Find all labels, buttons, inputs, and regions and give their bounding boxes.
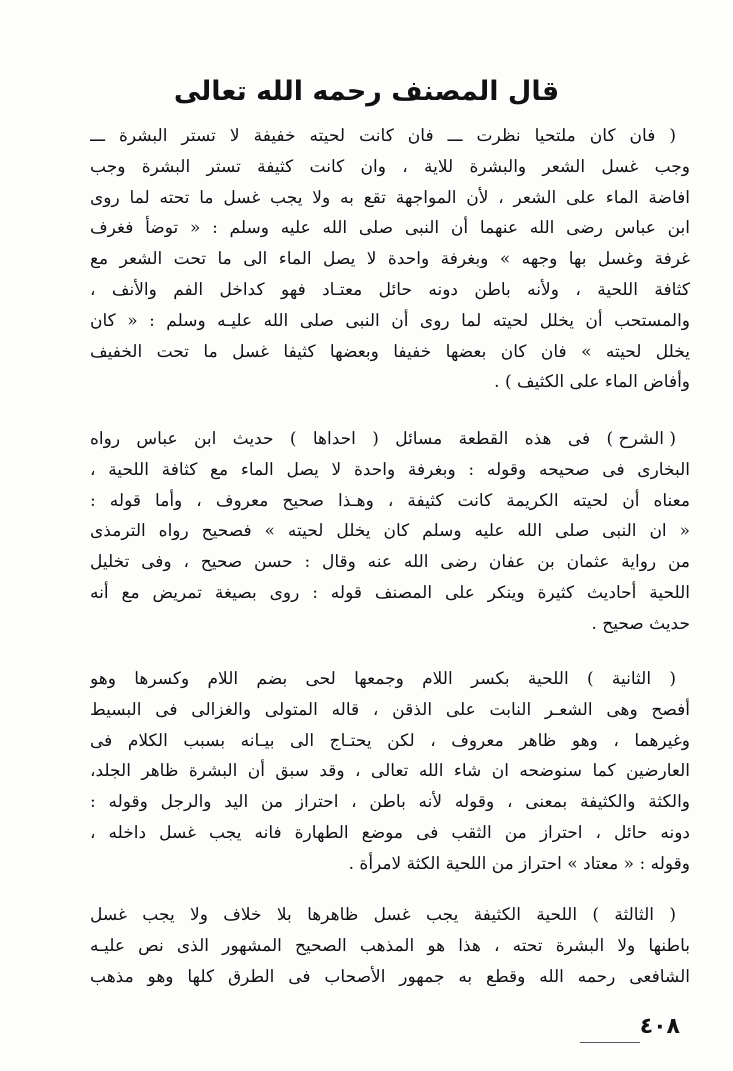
matn-line: وأفاض الماء على الكثيف ) .	[494, 372, 690, 393]
matn-line: ابن عباس رضى الله عنهما أن النبى صلى الله عليه وسلم : « توضأ فغرف	[90, 218, 690, 239]
third-question-line: الشافعى رحمه الله وقطع به جمهور الأصحاب فى الطرق كلها وهو مذهب	[90, 966, 690, 987]
matn-line: غرفة وغسل بها وجهه » وبغرفة واحدة لا يصل الماء الى ما تحت الشعر مع	[90, 249, 690, 270]
third-question-line: باطنها ولا البشرة تحته ، هذا هو المذهب الصحيح المشهور الذى نص عليـه	[90, 935, 690, 956]
second-question-line: ( الثانية ) اللحية بكسر اللام وجمعها لحى بضم اللام وكسرها وهو	[90, 669, 676, 689]
matn-line: افاضة الماء على الشعر ، لأن المواجهة تقع به ولا يجب غسل ما تحته لما روى	[90, 187, 690, 208]
sharh-first-line	[90, 424, 690, 455]
matn-line: كثافة اللحية ، ولأنه باطن دونه حائل معتـاد فهو كداخل الفم والأنف ،	[90, 279, 690, 300]
matn-line: وجب غسل الشعر والبشرة للاية ، وان كانت كثيفة تستر البشرة وجب	[90, 156, 690, 177]
matn-line: يخلل لحيته » فان كان بعضها خفيفا وبعضها كثيفا غسل ما تحت الخفيف	[90, 341, 690, 362]
sharh-line: حديث صحيح .	[591, 613, 690, 634]
second-question-line: والكثة والكثيفة بمعنى ، وقوله لأنه باطن ، احتراز من اليد والرجل وقوله :	[90, 792, 690, 813]
page-number-rule	[580, 1042, 640, 1043]
page-number: ٤٠٨	[639, 1014, 680, 1039]
second-question-line: وقوله : « معتاد » احتراز من اللحية الكثة لامرأة .	[348, 853, 690, 874]
matn-paragraph	[90, 121, 690, 398]
sharh-line: البخارى فى صحيحه وقوله : وبغرفة واحدة لا يصل الماء مع كثافة اللحية ،	[90, 459, 690, 480]
sharh-paragraph	[90, 424, 690, 640]
sharh-line: فى هذه القطعة مسائل ( احداها ) حديث ابن عباس رواه	[90, 429, 591, 449]
second-question-line: وغيرهما ، وهو ظاهر معروف ، لكن يحتـاج الى بيـانه بسبب الكلام فى	[90, 730, 690, 751]
matn-line: والمستحب أن يخلل لحيته لما روى أن النبى صلى الله عليـه وسلم : « كان	[90, 310, 690, 331]
page-title: قال المصنف رحمه الله تعالى	[173, 76, 560, 107]
matn-line: ( فان كان ملتحيا نظرت ـــ فان كانت لحيته خفيفة لا تستر البشرة ـــ	[90, 126, 676, 146]
third-question-paragraph	[90, 900, 690, 992]
third-question-line: ( الثالثة ) اللحية الكثيفة يجب غسل ظاهرها بلا خلاف ولا يجب غسل	[90, 905, 676, 925]
sharh-label: ( الشرح )	[606, 429, 677, 449]
sharh-line: « ان النبى صلى الله عليه وسلم كان يخلل لحيته » فصحيح رواه الترمذى	[90, 521, 690, 542]
sharh-line: معناه أن لحيته الكريمة كانت كثيفة ، وهـذا صحيح معروف ، وأما قوله :	[90, 490, 690, 511]
second-question-line: العارضين كما سنوضحه ان شاء الله تعالى ، وقد سبق أن البشرة ظاهر الجلد،	[90, 761, 690, 782]
second-question-line: دونه حائل ، احتراز من الثقب فى موضع الطهارة فانه يجب غسل داخله ،	[90, 822, 690, 843]
second-question-line: أفصح وهى الشعـر النابت على الذقن ، قاله المتولى والغزالى فى البسيط	[90, 699, 690, 720]
sharh-line: اللحية أحاديث كثيرة وينكر على المصنف قوله : روى بصيغة تمريض مع أنه	[90, 582, 690, 603]
sharh-line: من رواية عثمان بن عفان رضى الله عنه وقال : حسن صحيح ، وفى تخليل	[90, 552, 690, 573]
second-question-paragraph	[90, 664, 690, 880]
